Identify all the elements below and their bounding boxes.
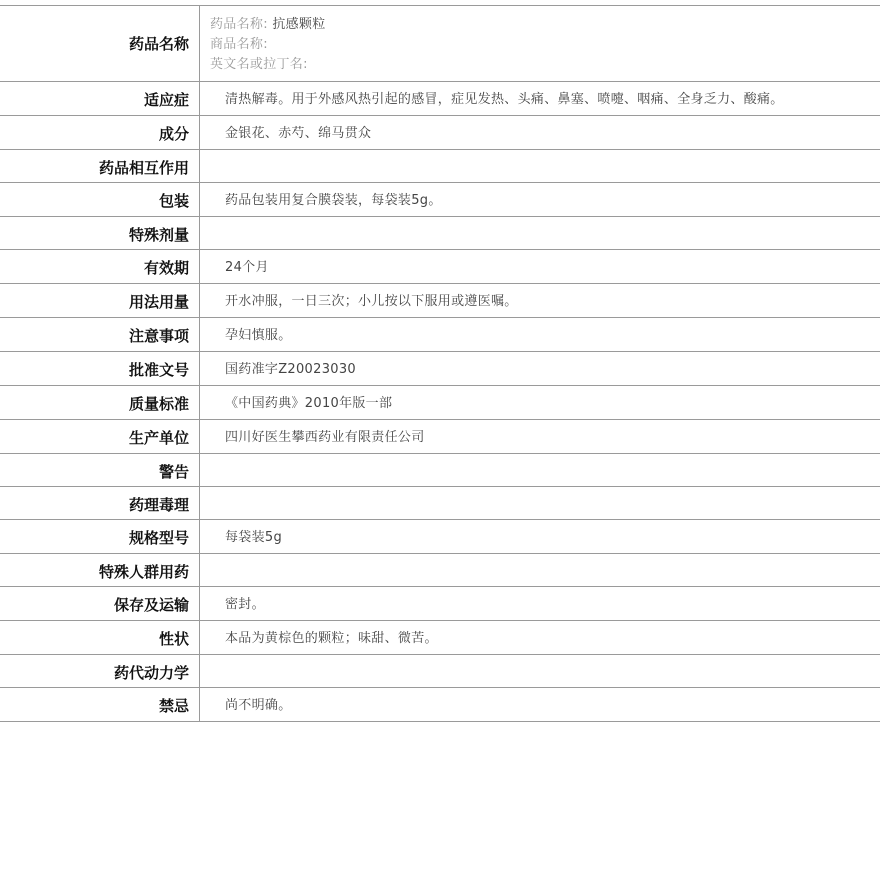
row-value xyxy=(200,655,880,687)
row-value: 孕妇慎服。 xyxy=(225,328,292,343)
row-label: 警告 xyxy=(0,454,200,486)
row-specification xyxy=(0,520,880,554)
row-value: 金银花、赤芍、绵马贯众 xyxy=(225,126,372,141)
row-label: 特殊人群用药 xyxy=(0,554,200,586)
row-label: 规格型号 xyxy=(0,520,200,553)
row-drug-name xyxy=(0,6,880,82)
english-name-line xyxy=(210,55,870,75)
row-value xyxy=(200,217,880,249)
row-label: 生产单位 xyxy=(0,420,200,453)
row-value: 尚不明确。 xyxy=(225,698,292,713)
english-name-key: 英文名或拉丁名: xyxy=(210,57,308,72)
generic-name-line xyxy=(210,15,870,35)
row-usage-dosage xyxy=(0,284,880,318)
row-label: 质量标准 xyxy=(0,386,200,419)
row-label: 用法用量 xyxy=(0,284,200,317)
row-drug-interactions xyxy=(0,150,880,183)
row-pharmacokinetics xyxy=(0,655,880,688)
row-label: 成分 xyxy=(0,116,200,149)
row-label: 性状 xyxy=(0,621,200,654)
row-value: 本品为黄棕色的颗粒；味甜、微苦。 xyxy=(225,631,438,646)
row-storage-transport xyxy=(0,587,880,621)
row-manufacturer xyxy=(0,420,880,454)
row-value: 开水冲服，一日三次；小儿按以下服用或遵医嘱。 xyxy=(225,294,518,309)
row-label: 适应症 xyxy=(0,82,200,115)
row-label: 药代动力学 xyxy=(0,655,200,687)
row-value: 药品包装用复合膜袋装，每袋装5g。 xyxy=(225,193,442,208)
drug-name-details xyxy=(200,6,880,81)
row-quality-standard xyxy=(0,386,880,420)
generic-name-key: 药品名称: xyxy=(210,17,268,32)
row-value: 24个月 xyxy=(225,260,269,275)
row-precautions xyxy=(0,318,880,352)
row-value: 四川好医生攀西药业有限责任公司 xyxy=(225,430,425,445)
row-special-populations xyxy=(0,554,880,587)
row-shelf-life xyxy=(0,250,880,284)
row-value: 每袋装5g xyxy=(225,530,283,545)
row-pharmacology-toxicology xyxy=(0,487,880,520)
row-value: 密封。 xyxy=(225,597,265,612)
row-value: 《中国药典》2010年版一部 xyxy=(225,396,393,411)
row-contraindications xyxy=(0,688,880,722)
row-value xyxy=(200,150,880,182)
row-label: 特殊剂量 xyxy=(0,217,200,249)
row-value: 清热解毒。用于外感风热引起的感冒，症见发热、头痛、鼻塞、喷嚏、咽痛、全身乏力、酸痛。 xyxy=(225,92,784,107)
row-label: 包装 xyxy=(0,183,200,216)
row-value: 国药准字Z20023030 xyxy=(225,362,356,377)
row-value xyxy=(200,487,880,519)
row-indications xyxy=(0,82,880,116)
trade-name-key: 商品名称: xyxy=(210,37,268,52)
drug-spec-table xyxy=(0,5,880,722)
row-approval-number xyxy=(0,352,880,386)
row-label: 保存及运输 xyxy=(0,587,200,620)
row-label: 批准文号 xyxy=(0,352,200,385)
row-label: 禁忌 xyxy=(0,688,200,721)
generic-name-value: 抗感颗粒 xyxy=(272,17,326,32)
row-label: 有效期 xyxy=(0,250,200,283)
trade-name-line xyxy=(210,35,870,55)
row-label: 药理毒理 xyxy=(0,487,200,519)
row-ingredients xyxy=(0,116,880,150)
row-warning xyxy=(0,454,880,487)
row-label: 药品相互作用 xyxy=(0,150,200,182)
row-label: 药品名称 xyxy=(0,6,200,81)
row-special-dosage xyxy=(0,217,880,250)
row-label: 注意事项 xyxy=(0,318,200,351)
row-packaging xyxy=(0,183,880,217)
row-description xyxy=(0,621,880,655)
row-value xyxy=(200,554,880,586)
row-value xyxy=(200,454,880,486)
